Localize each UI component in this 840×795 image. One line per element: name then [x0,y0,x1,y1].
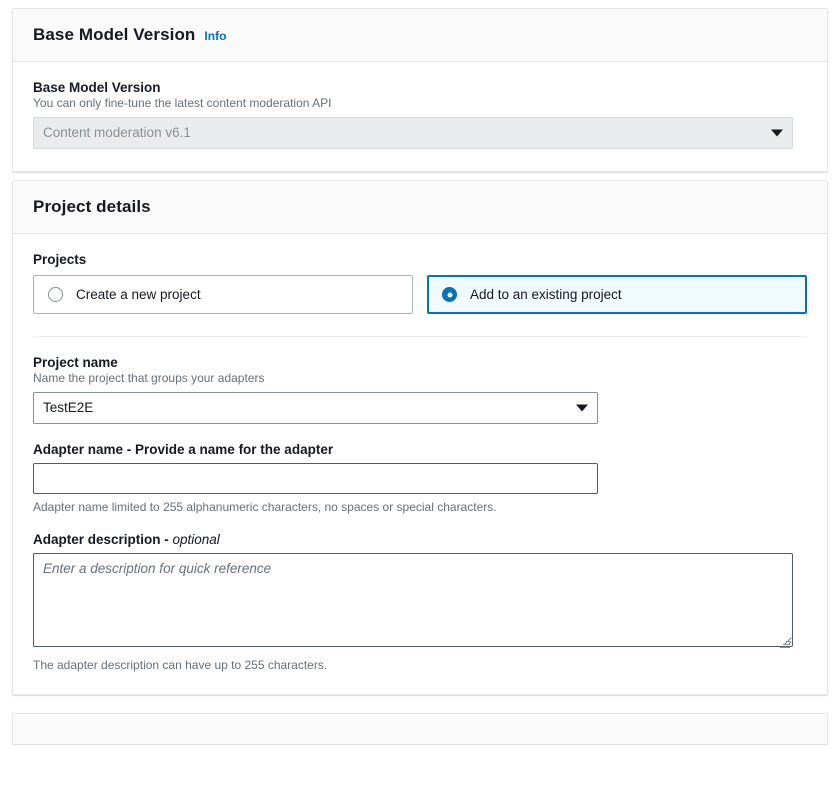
project-details-body [13,234,827,694]
base-model-version-card [12,8,828,172]
radio-create-new-project[interactable] [33,275,413,314]
base-model-version-body [13,62,827,171]
adapter-description-label-text: Adapter description - [33,532,173,547]
projects-label: Projects [33,252,87,267]
project-details-title: Project details [33,197,151,216]
radio-icon-selected [442,287,457,302]
base-model-select: Content moderation v6.1 [33,117,793,149]
radio-add-existing-project[interactable] [427,275,807,314]
projects-radio-group [33,275,807,314]
form-page [0,8,840,744]
project-name-select-wrapper [33,392,598,424]
base-model-version-header [13,9,827,62]
adapter-description-hint: The adapter description can have up to 255 characters. [33,658,328,672]
project-details-card [12,180,828,695]
adapter-name-input-wrapper [33,463,598,494]
adapter-name-input[interactable] [33,463,598,494]
adapter-name-hint: Adapter name limited to 255 alphanumeric characters, no spaces or special characters. [33,500,497,514]
base-model-field-description: You can only fine-tune the latest content moderation API [33,96,332,110]
adapter-description-textarea[interactable] [33,553,793,647]
base-model-field-label: Base Model Version [33,80,161,95]
adapter-name-label: Adapter name - Provide a name for the adapter [33,442,334,457]
spacer [33,514,807,532]
radio-create-new-project-label: Create a new project [76,287,201,302]
project-name-description: Name the project that groups your adapters [33,371,265,385]
info-link[interactable]: Info [204,29,227,43]
adapter-description-wrapper [33,553,793,652]
section-divider [33,336,807,337]
project-details-header [13,181,827,234]
adapter-description-optional-text: optional [172,532,220,547]
radio-add-existing-project-label: Add to an existing project [470,287,622,302]
next-section-card-peek [12,713,828,744]
project-name-label: Project name [33,355,118,370]
base-model-select-wrapper [33,117,793,149]
radio-icon [48,287,63,302]
page-title: Base Model Version [33,25,196,44]
adapter-description-label [33,532,807,547]
spacer [33,424,807,442]
project-name-select[interactable]: TestE2E [33,392,598,424]
